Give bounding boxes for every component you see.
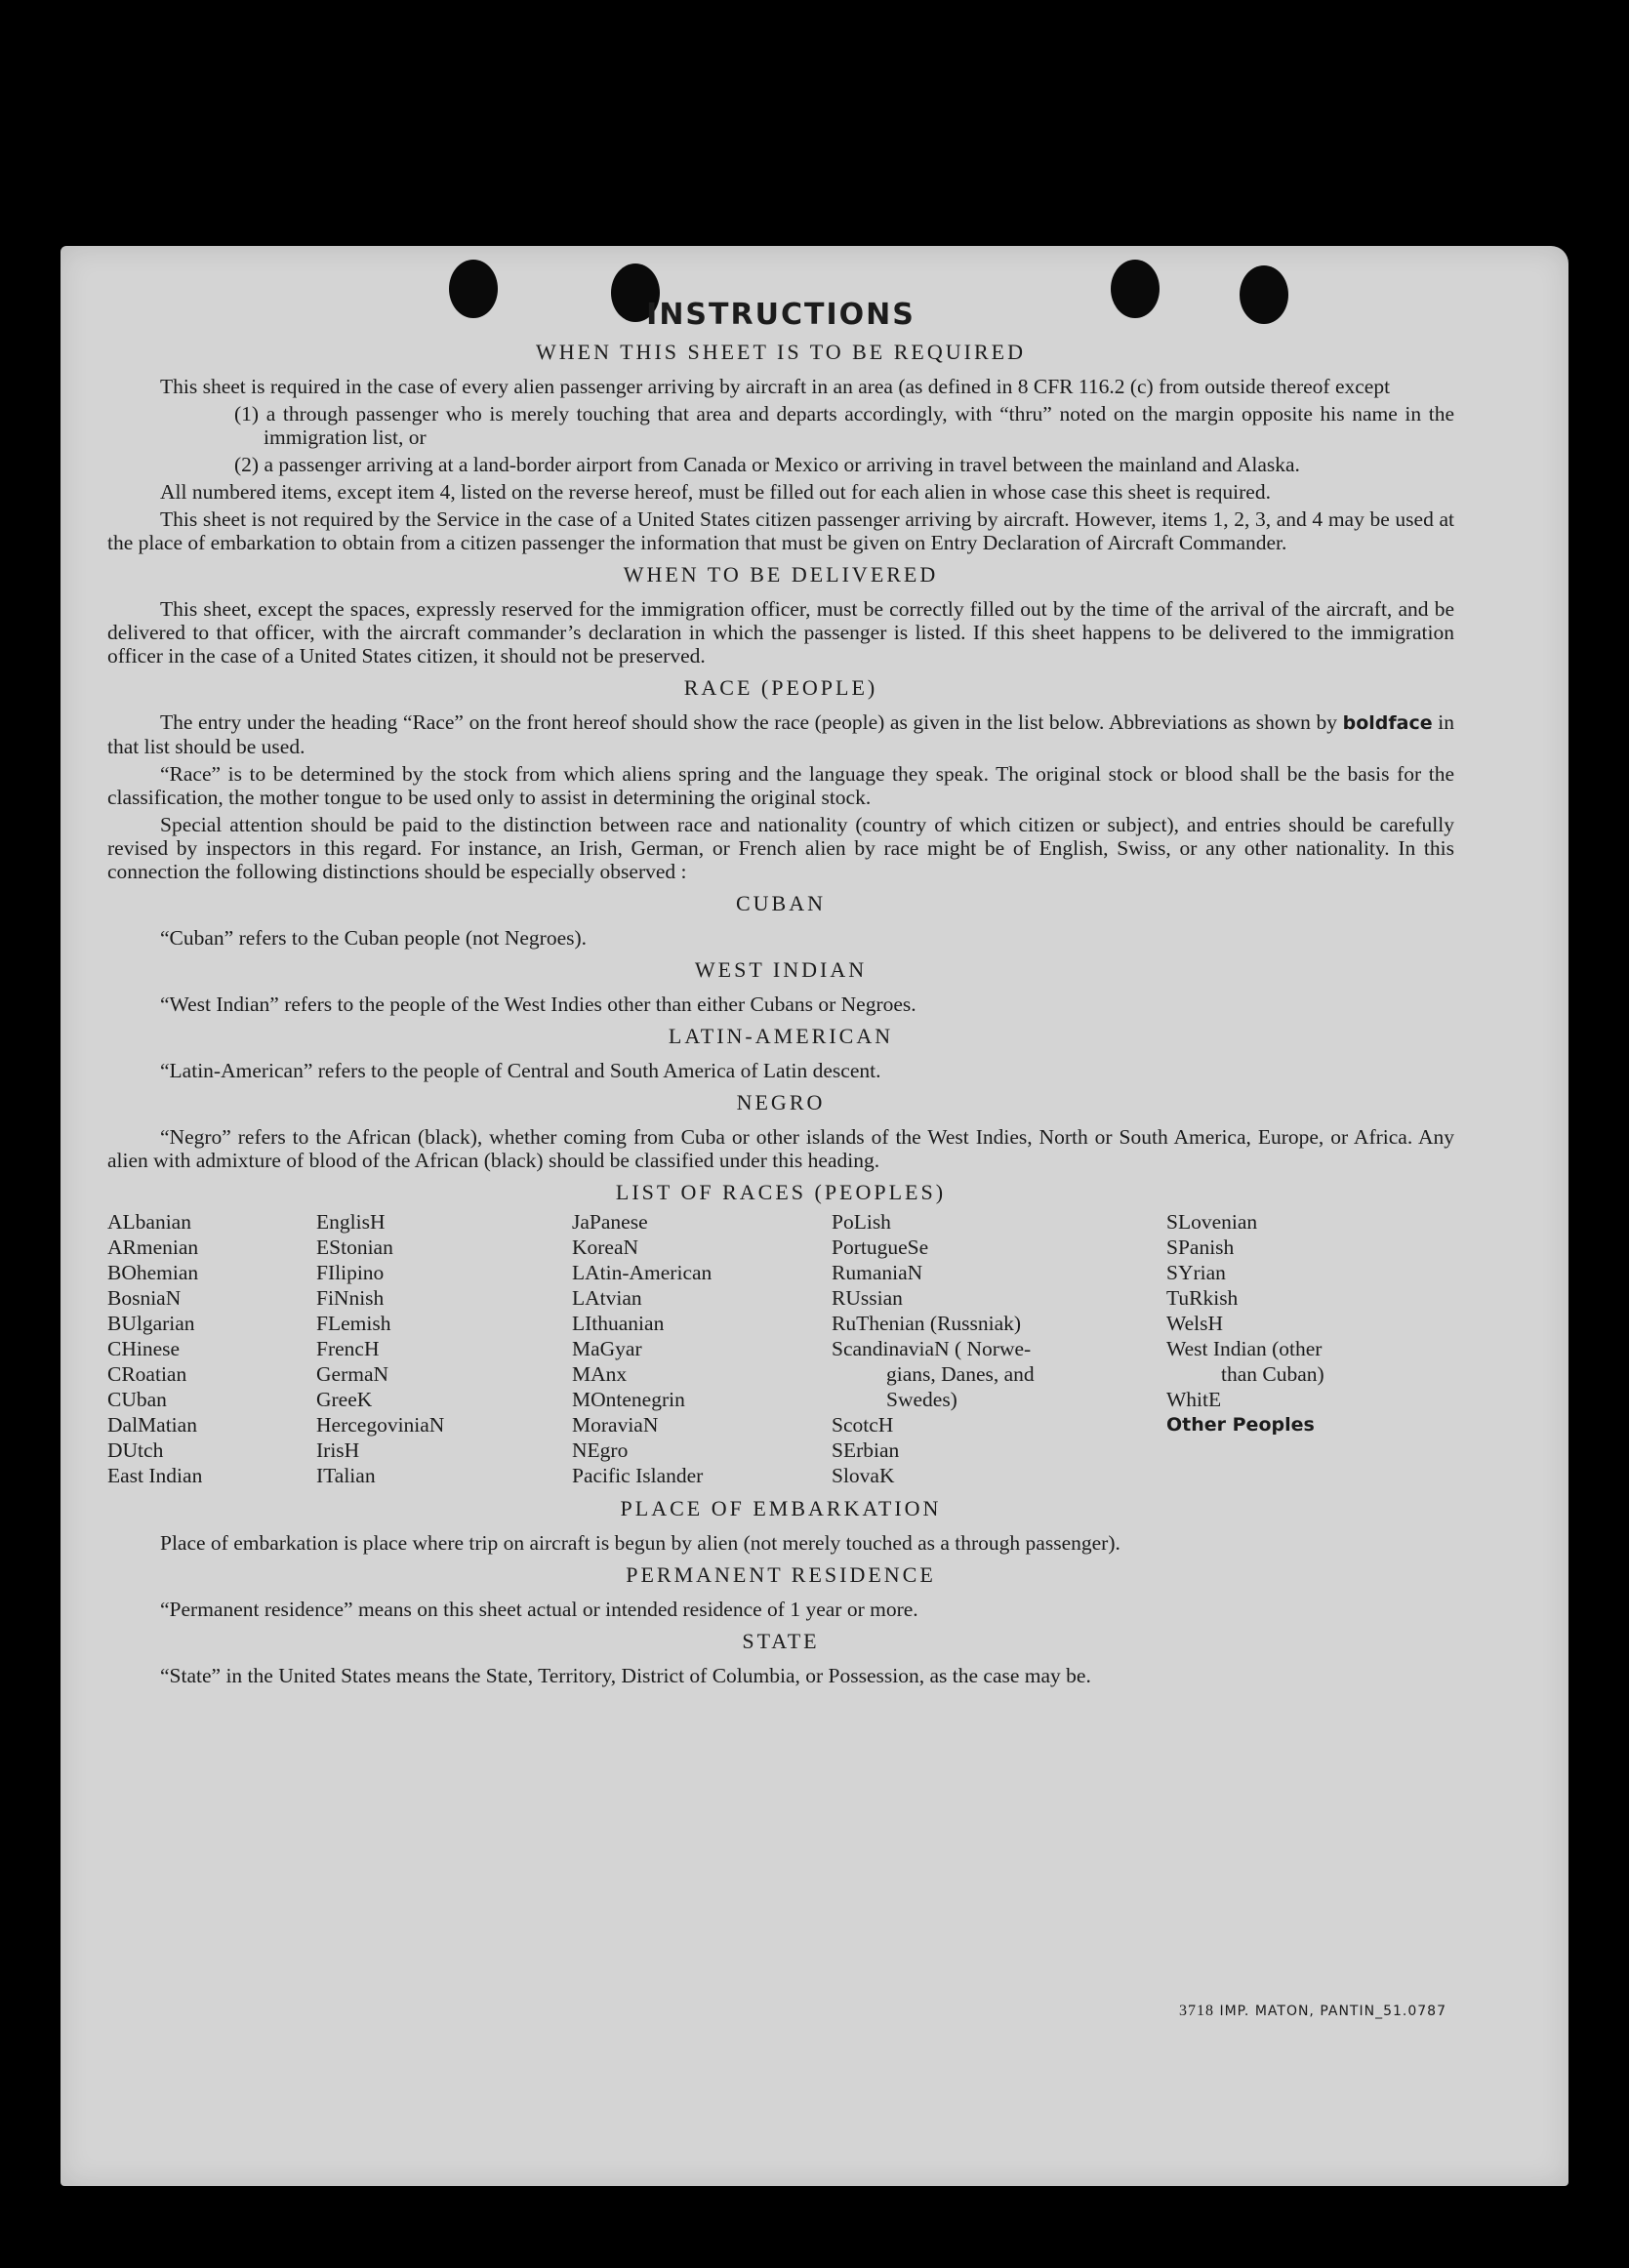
section-heading-latin-american: LATIN-AMERICAN	[668, 1024, 894, 1048]
paragraph: This sheet is not required by the Service in the case of a United States citizen passenger arriving by aircraft. However, items 1, 2, 3, and 4 may be used at the place of embarkation to obtain from a citizen passenger the information that must be given on Entry Declaration of Aircraft Commander.	[107, 507, 1454, 554]
race-entry: ScandinaviaN ( Norwe-	[832, 1337, 1032, 1360]
race-entry: MOntenegrin	[572, 1388, 685, 1411]
races-list	[107, 1209, 1454, 1488]
race-entry: SLovenian	[1166, 1210, 1258, 1234]
race-entry: EnglisH	[316, 1210, 386, 1234]
race-entry: WhitE	[1166, 1388, 1222, 1411]
printer-imprint	[1179, 2003, 1446, 2020]
race-entry: PortugueSe	[832, 1235, 929, 1259]
race-entry: MAnx	[572, 1362, 628, 1386]
section-heading-west-indian: WEST INDIAN	[694, 957, 868, 982]
race-paragraph-start: The entry under the heading “Race” on the front hereof should show the race (people) as given in the list below. Abbreviations as shown by	[160, 710, 1338, 734]
race-entry-continued: gians, Danes, and	[886, 1362, 1035, 1386]
race-entry: West Indian (other	[1166, 1337, 1323, 1360]
race-entry: Pacific Islander	[572, 1464, 704, 1487]
paragraph: Place of embarkation is place where trip on aircraft is begun by alien (not merely touched as a through passenger).	[160, 1531, 1120, 1555]
paragraph: “Permanent residence” means on this sheet actual or intended residence of 1 year or more.	[160, 1598, 918, 1621]
race-entry: IrisH	[316, 1438, 360, 1462]
section-heading-embarkation: PLACE OF EMBARKATION	[620, 1496, 942, 1520]
race-entry: East Indian	[107, 1464, 203, 1487]
races-column	[1166, 1209, 1440, 1488]
race-entry: MoraviaN	[572, 1413, 659, 1437]
race-entry-other-peoples: Other Peoples	[1166, 1414, 1315, 1436]
paragraph: “Race” is to be determined by the stock from which aliens spring and the language they speak. The original stock or blood shall be the basis for the classification, the mother tongue to be used only to assist in determining the original stock.	[107, 762, 1454, 809]
race-entry: LIthuanian	[572, 1312, 665, 1335]
races-column	[107, 1209, 316, 1488]
race-entry: SYrian	[1166, 1261, 1226, 1284]
section-heading-list-of-races: LIST OF RACES (PEOPLES)	[615, 1180, 947, 1204]
section-heading-state: STATE	[742, 1629, 820, 1653]
races-column	[316, 1209, 572, 1488]
race-entry: SErbian	[832, 1438, 900, 1462]
race-entry: FIlipino	[316, 1261, 385, 1284]
race-entry: EStonian	[316, 1235, 393, 1259]
paragraph: This sheet, except the spaces, expressly reserved for the immigration officer, must be correctly filled out by the time of the arrival of the aircraft, and be delivered to that officer, with the aircraft commander’s declaration in which the passenger is listed. If this sheet happens to be delivered to the immigration officer in the case of a United States citizen, it should not be preserved.	[107, 597, 1454, 668]
exception-item: (1) a through passenger who is merely touching that area and departs accordingly, with “thru” noted on the margin opposite his name in the immigration list, or	[234, 402, 1454, 449]
race-entry: BosniaN	[107, 1286, 182, 1310]
race-entry: GermaN	[316, 1362, 389, 1386]
race-entry: LAtvian	[572, 1286, 642, 1310]
race-entry: FrencH	[316, 1337, 380, 1360]
section-heading-cuban: CUBAN	[735, 891, 826, 915]
race-entry: SlovaK	[832, 1464, 895, 1487]
instructions-content	[107, 298, 1454, 1691]
race-entry: FiNnish	[316, 1286, 385, 1310]
paragraph: Special attention should be paid to the distinction between race and nationality (country of which citizen or subject), and entries should be carefully revised by inspectors in this regard. For instance, an Irish, German, or French alien by race might be of English, Swiss, or any other nationality. In this connection the following distinctions should be especially observed :	[107, 813, 1454, 883]
section-heading-race: RACE (PEOPLE)	[683, 675, 878, 700]
race-entry: ScotcH	[832, 1413, 894, 1437]
form-number: 3718	[1179, 2003, 1214, 2019]
page-title: INSTRUCTIONS	[646, 298, 916, 332]
race-entry: BUlgarian	[107, 1312, 195, 1335]
exception-item: (2) a passenger arriving at a land-border airport from Canada or Mexico or arriving in travel between the mainland and Alaska.	[234, 453, 1300, 476]
race-entry: TuRkish	[1166, 1286, 1239, 1310]
race-entry: MaGyar	[572, 1337, 642, 1360]
races-column	[832, 1209, 1166, 1488]
paragraph: “State” in the United States means the State, Territory, District of Columbia, or Possession, as the case may be.	[160, 1664, 1091, 1687]
race-entry: ARmenian	[107, 1235, 199, 1259]
race-entry-continued: Swedes)	[886, 1388, 957, 1411]
race-entry: GreeK	[316, 1388, 373, 1411]
race-entry: FLemish	[316, 1312, 391, 1335]
paragraph: “Cuban” refers to the Cuban people (not Negroes).	[160, 926, 588, 950]
paragraph: “Negro” refers to the African (black), whether coming from Cuba or other islands of the West Indies, North or South America, Europe, or Africa. Any alien with admixture of blood of the African (black) should be classified under this heading.	[107, 1125, 1454, 1172]
paragraph: “West Indian” refers to the people of the West Indies other than either Cubans or Negroes.	[160, 992, 916, 1016]
paragraph	[107, 710, 1454, 758]
races-column	[572, 1209, 832, 1488]
section-heading-when-required: WHEN THIS SHEET IS TO BE REQUIRED	[536, 340, 1026, 364]
race-paragraph-end: in that list should be used.	[107, 710, 1454, 758]
race-entry: SPanish	[1166, 1235, 1235, 1259]
boldface-word: boldface	[1342, 712, 1433, 734]
section-heading-negro: NEGRO	[736, 1090, 826, 1114]
race-entry: CRoatian	[107, 1362, 187, 1386]
paragraph: This sheet is required in the case of every alien passenger arriving by aircraft in an area (as defined in 8 CFR 116.2 (c) from outside thereof except	[160, 375, 1391, 398]
race-entry: ITalian	[316, 1464, 376, 1487]
section-heading-when-delivered: WHEN TO BE DELIVERED	[623, 562, 939, 587]
race-entry: RUssian	[832, 1286, 903, 1310]
race-entry: ALbanian	[107, 1210, 191, 1234]
race-entry: CHinese	[107, 1337, 181, 1360]
race-entry: HercegoviniaN	[316, 1413, 445, 1437]
section-heading-residence: PERMANENT RESIDENCE	[626, 1562, 936, 1587]
race-entry: LAtin-American	[572, 1261, 713, 1284]
race-entry: RuThenian (Russniak)	[832, 1312, 1022, 1335]
paragraph: “Latin-American” refers to the people of Central and South America of Latin descent.	[160, 1059, 881, 1082]
printer-name: IMP. MATON, PANTIN_51.0787	[1219, 2004, 1446, 2019]
race-entry: PoLish	[832, 1210, 891, 1234]
race-entry: JaPanese	[572, 1210, 648, 1234]
race-entry-continued: than Cuban)	[1221, 1362, 1324, 1386]
race-entry: NEgro	[572, 1438, 629, 1462]
race-entry: BOhemian	[107, 1261, 199, 1284]
race-entry: WelsH	[1166, 1312, 1223, 1335]
race-entry: DUtch	[107, 1438, 164, 1462]
race-entry: CUban	[107, 1388, 167, 1411]
paragraph: All numbered items, except item 4, listed on the reverse hereof, must be filled out for each alien in whose case this sheet is required.	[160, 480, 1271, 504]
race-entry: KoreaN	[572, 1235, 639, 1259]
race-entry: DalMatian	[107, 1413, 197, 1437]
race-entry: RumaniaN	[832, 1261, 923, 1284]
